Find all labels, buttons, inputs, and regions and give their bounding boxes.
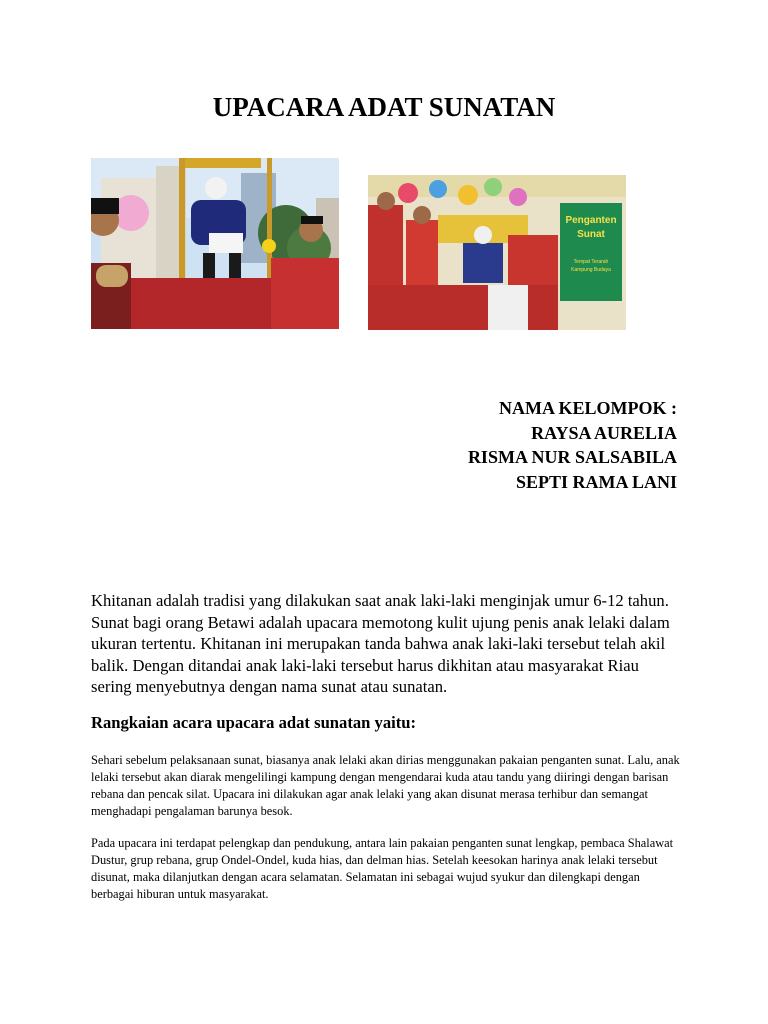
photo-penganten-sunat-crowd [368,175,626,330]
section-subheading: Rangkaian acara upacara adat sunatan yaitu: [91,713,417,732]
group-member: RISMA NUR SALSABILA [467,447,677,467]
group-member: RAYSA AURELIA [531,422,677,443]
banner-line2: Sunat [577,229,605,240]
banner-small2: Kampung Budaya [571,267,611,273]
body-paragraph: Pada upacara ini terdapat pelengkap dan pendukung, antara lain pakaian penganten sunat lengkap, pembaca Shalawat Dustur, grup rebana, grup Ondel-Ondel, kuda hias, dan delman hias. Setelah keesokan harinya anak lelaki tersebut disunat, maka dilanjutkan dengan acara selamatan. Selamatan ini sebagai wujud syukur dan dilengkapi dengan berbagai hiburan untuk masyarakat. [91,836,674,901]
group-members-block [468,396,677,494]
banner-small1: Tempat Terarah [573,259,609,265]
group-heading: NAMA KELOMPOK : [499,398,677,418]
body-paragraph: Sehari sebelum pelaksanaan sunat, biasanya anak lelaki akan dirias menggunakan pakaian penganten sunat. Lalu, anak lelaki tersebut akan diarak mengelilingi kampung dengan mengendarai kuda atau tandu yang diiringi dengan barisan rebana dan pencak silat. Upacara ini dilakukan agar anak lelaki yang akan disunat merasa terhibur dan semangat menghadapi pengalaman barunya besok. [91,753,680,818]
intro-paragraph: Khitanan adalah tradisi yang dilakukan saat anak laki-laki menginjak umur 6-12 tahun. Sunat bagi orang Betawi adalah upacara memotong kulit ujung penis anak lelaki dalam ukuran tertentu. Khitanan ini merupakan tanda bahwa anak laki-laki tersebut telah akil balik. Dengan ditandai anak laki-laki tersebut harus dikhitan atau masyarakat Riau sering menyebutnya dengan nama sunat atau sunatan. [91,591,670,696]
document-title: UPACARA ADAT SUNATAN [212,92,556,122]
photo-procession-tandu [91,158,339,329]
banner-line1: Penganten [565,215,617,226]
group-member: SEPTI RAMA LANI [515,471,677,492]
